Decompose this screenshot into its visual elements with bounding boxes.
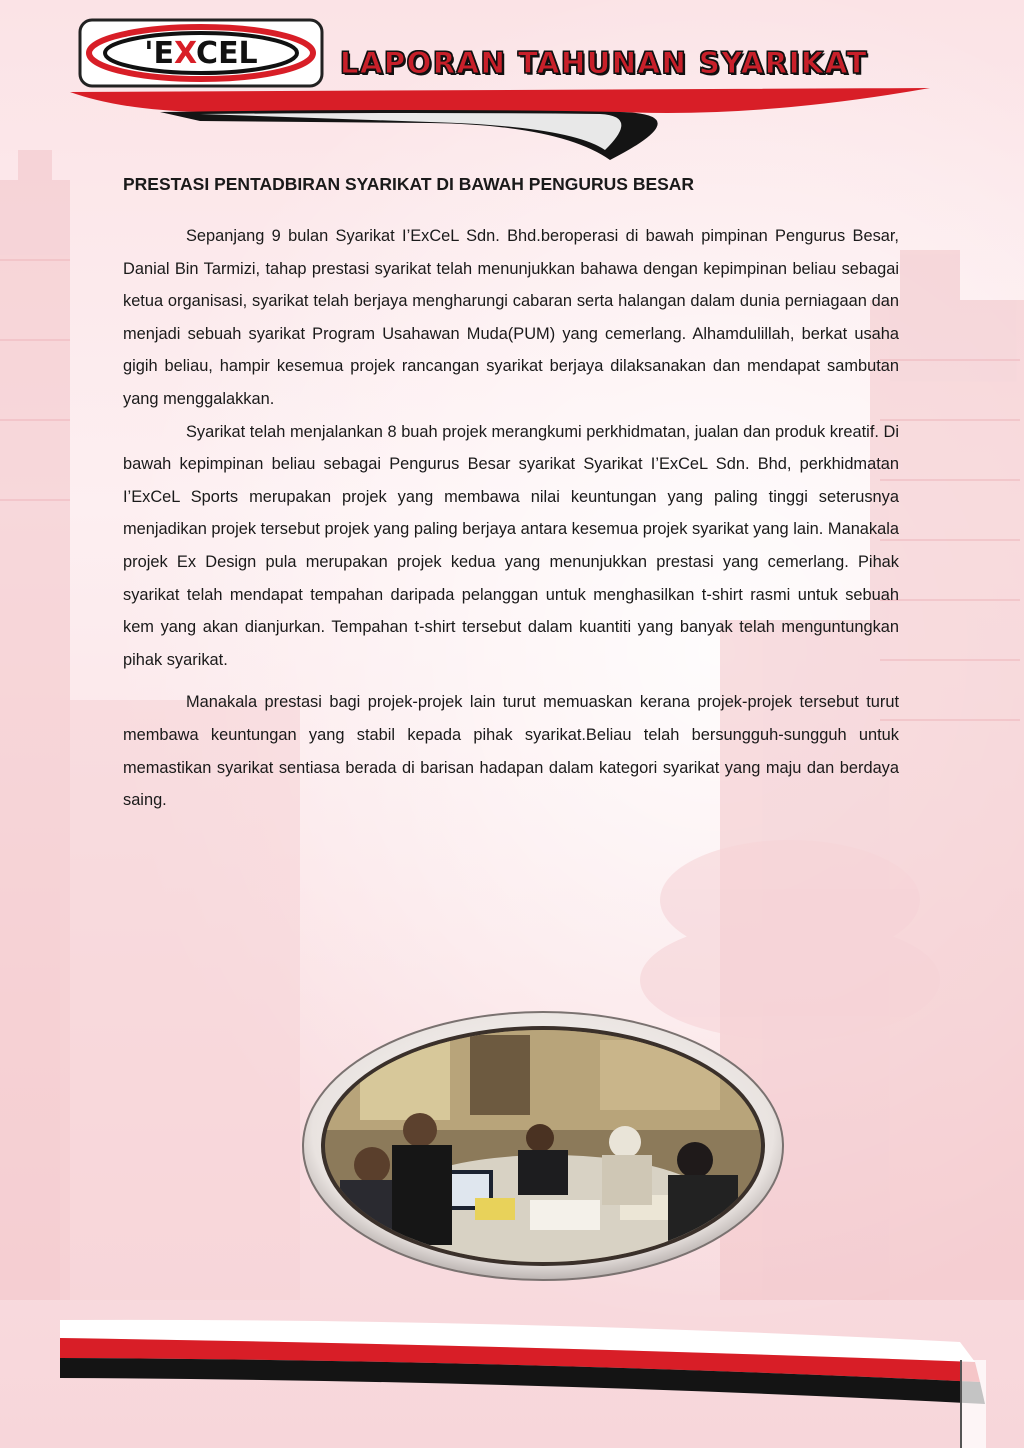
paragraph-1: Sepanjang 9 bulan Syarikat I’ExCeL Sdn. Bhd.beroperasi di bawah pimpinan Pengurus Besar, Danial Bin Tarmizi, tahap prestasi syarikat telah menunjukkan bahawa dengan kepimpinan beliau sebagai ketua organisasi, syarikat telah berjaya mengharungi cabaran serta halangan dalam dunia perniagaan dan menjadi sebuah syarikat Program Usahawan Muda(PUM) yang cemerlang. Alhamdulillah, berkat usaha gigih beliau, hampir kesemua projek rancangan syarikat berjaya dilaksanakan dan mendapat sambutan yang menggalakkan. bbox=[123, 227, 899, 408]
excel-logo bbox=[78, 18, 324, 88]
document-body bbox=[123, 170, 899, 817]
team-meeting-photo bbox=[300, 1010, 786, 1282]
paragraph-3: Manakala prestasi bagi projek-projek lain turut memuaskan kerana projek-projek tersebut turut membawa keuntungan yang stabil kepada pihak syarikat.Beliau telah bersungguh-sungguh untuk memastikan syarikat sentiasa berada di barisan hadapan dalam kategori syarikat yang maju dan berdaya saing. bbox=[123, 693, 899, 810]
section-heading: PRESTASI PENTADBIRAN SYARIKAT DI BAWAH PENGURUS BESAR bbox=[123, 174, 695, 194]
footer-swoosh bbox=[0, 1300, 1024, 1448]
paragraph-2: Syarikat telah menjalankan 8 buah projek merangkumi perkhidmatan, jualan dan produk kreatif. Di bawah kepimpinan beliau sebagai Pengurus Besar syarikat Syarikat I’ExCeL Sdn. Bhd, perkhidmatan I’ExCeL Sports merupakan projek yang membawa nilai keuntungan yang paling tinggi seterusnya menjadikan projek tersebut projek yang paling berjaya antara kesemua projek syarikat yang lain. Manakala projek Ex Design pula merupakan projek kedua yang menunjukkan prestasi yang cemerlang. Pihak syarikat telah mendapat tempahan daripada pelanggan untuk menghasilkan t-shirt rasmi untuk sebuah kem yang akan dianjurkan. Tempahan t-shirt tersebut dalam kuantiti yang banyak telah menguntungkan pihak syarikat. bbox=[123, 422, 899, 669]
svg-text:'EXCEL: 'EXCEL bbox=[144, 36, 258, 71]
report-title: LAPORAN TAHUNAN SYARIKAT bbox=[340, 46, 868, 80]
